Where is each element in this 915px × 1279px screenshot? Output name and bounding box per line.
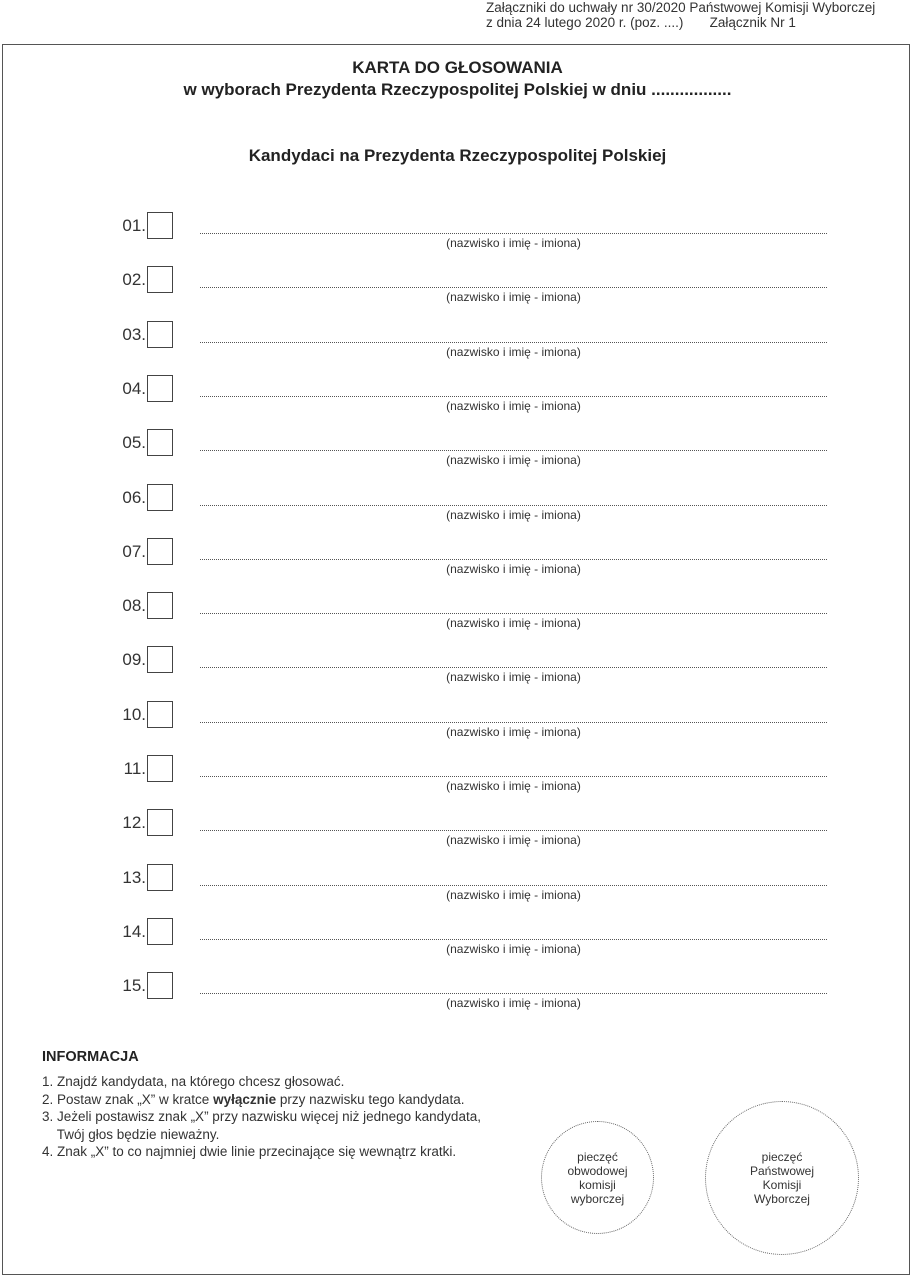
vote-checkbox[interactable] (147, 972, 173, 999)
name-dotted-line (200, 613, 827, 614)
name-caption: (nazwisko i imię - imiona) (446, 670, 581, 684)
info-item-4: 4. Znak „X” to co najmniej dwie linie przecinające się wewnątrz kratki. (42, 1144, 457, 1159)
info-heading: INFORMACJA (42, 1049, 139, 1065)
candidate-number: 10. (122, 705, 146, 724)
info-item-2 (42, 1091, 481, 1109)
candidate-number: 03. (122, 325, 146, 344)
info-item-2-bold: wyłącznie (213, 1091, 277, 1107)
candidate-number: 01. (122, 216, 146, 235)
candidate-number: 06. (122, 488, 146, 507)
name-caption: (nazwisko i imię - imiona) (446, 616, 581, 630)
candidate-row (0, 429, 915, 483)
vote-checkbox[interactable] (147, 375, 173, 402)
vote-checkbox[interactable] (147, 538, 173, 565)
candidate-row (0, 321, 915, 375)
candidate-number: 05. (122, 433, 146, 452)
annex-note (486, 0, 915, 30)
info-list (42, 1073, 481, 1161)
candidate-row (0, 484, 915, 538)
info-item-3-line-1: 3. Jeżeli postawisz znak „X” przy nazwisku więcej niż jednego kandydata, (42, 1109, 481, 1124)
candidate-number: 13. (122, 868, 146, 887)
annex-note-line1: Załączniki do uchwały nr 30/2020 Państwowej Komisji Wyborczej (486, 0, 876, 15)
candidate-number: 09. (122, 650, 146, 669)
name-dotted-line (200, 939, 827, 940)
candidate-row (0, 646, 915, 700)
annex-note-line2: z dnia 24 lutego 2020 r. (poz. ....) Załącznik Nr 1 (486, 15, 796, 30)
name-caption: (nazwisko i imię - imiona) (446, 453, 581, 467)
name-dotted-line (200, 667, 827, 668)
name-dotted-line (200, 233, 827, 234)
candidate-row (0, 809, 915, 863)
name-caption: (nazwisko i imię - imiona) (446, 345, 581, 359)
candidate-row (0, 972, 915, 1026)
candidate-number: 02. (122, 270, 146, 289)
candidate-number: 08. (122, 596, 146, 615)
state-commission-stamp-area (705, 1101, 859, 1255)
name-caption: (nazwisko i imię - imiona) (446, 562, 581, 576)
candidate-row (0, 918, 915, 972)
candidate-number: 11. (123, 759, 146, 778)
state-stamp-label: pieczęć Państwowej Komisji Wyborczej (749, 1150, 815, 1206)
name-caption: (nazwisko i imię - imiona) (446, 888, 581, 902)
info-item-3-line-2: Twój głos będzie nieważny. (42, 1126, 220, 1142)
candidate-row (0, 755, 915, 809)
candidate-row (0, 592, 915, 646)
candidate-row (0, 375, 915, 429)
name-caption: (nazwisko i imię - imiona) (446, 942, 581, 956)
candidate-number: 12. (122, 813, 146, 832)
name-dotted-line (200, 505, 827, 506)
name-dotted-line (200, 993, 827, 994)
vote-checkbox[interactable] (147, 864, 173, 891)
name-caption: (nazwisko i imię - imiona) (446, 290, 581, 304)
name-caption: (nazwisko i imię - imiona) (446, 508, 581, 522)
vote-checkbox[interactable] (147, 266, 173, 293)
candidate-row (0, 266, 915, 320)
name-dotted-line (200, 559, 827, 560)
candidates-heading: Kandydaci na Prezydenta Rzeczypospolitej Polskiej (248, 146, 667, 165)
candidate-row (0, 701, 915, 755)
vote-checkbox[interactable] (147, 484, 173, 511)
name-dotted-line (200, 885, 827, 886)
vote-checkbox[interactable] (147, 321, 173, 348)
info-item-1: 1. Znajdź kandydata, na którego chcesz głosować. (42, 1074, 345, 1089)
candidate-number: 07. (122, 542, 146, 561)
name-caption: (nazwisko i imię - imiona) (446, 833, 581, 847)
name-caption: (nazwisko i imię - imiona) (446, 236, 581, 250)
vote-checkbox[interactable] (147, 212, 173, 239)
vote-checkbox[interactable] (147, 918, 173, 945)
candidate-number: 14. (122, 922, 146, 941)
name-caption: (nazwisko i imię - imiona) (446, 725, 581, 739)
ballot-title: KARTA DO GŁOSOWANIA (352, 58, 563, 77)
ballot-subtitle: w wyborach Prezydenta Rzeczypospolitej Polskiej w dniu ................. (183, 80, 732, 99)
vote-checkbox[interactable] (147, 646, 173, 673)
name-dotted-line (200, 776, 827, 777)
candidate-number: 04. (122, 379, 146, 398)
vote-checkbox[interactable] (147, 429, 173, 456)
name-caption: (nazwisko i imię - imiona) (446, 399, 581, 413)
name-caption: (nazwisko i imię - imiona) (446, 779, 581, 793)
candidate-row (0, 864, 915, 918)
vote-checkbox[interactable] (147, 809, 173, 836)
info-item-2-pre: 2. Postaw znak „X” w kratce (42, 1091, 214, 1107)
name-dotted-line (200, 287, 827, 288)
candidate-row (0, 212, 915, 266)
name-dotted-line (200, 722, 827, 723)
district-stamp-label: pieczęć obwodowej komisji wyborczej (567, 1149, 628, 1206)
vote-checkbox[interactable] (147, 592, 173, 619)
info-item-2-post: przy nazwisku tego kandydata. (276, 1091, 465, 1107)
name-dotted-line (200, 396, 827, 397)
candidate-row (0, 538, 915, 592)
name-dotted-line (200, 450, 827, 451)
name-dotted-line (200, 342, 827, 343)
candidate-number: 15. (122, 976, 146, 995)
vote-checkbox[interactable] (147, 701, 173, 728)
district-commission-stamp-area (541, 1121, 654, 1234)
name-caption: (nazwisko i imię - imiona) (446, 996, 581, 1010)
vote-checkbox[interactable] (147, 755, 173, 782)
name-dotted-line (200, 830, 827, 831)
